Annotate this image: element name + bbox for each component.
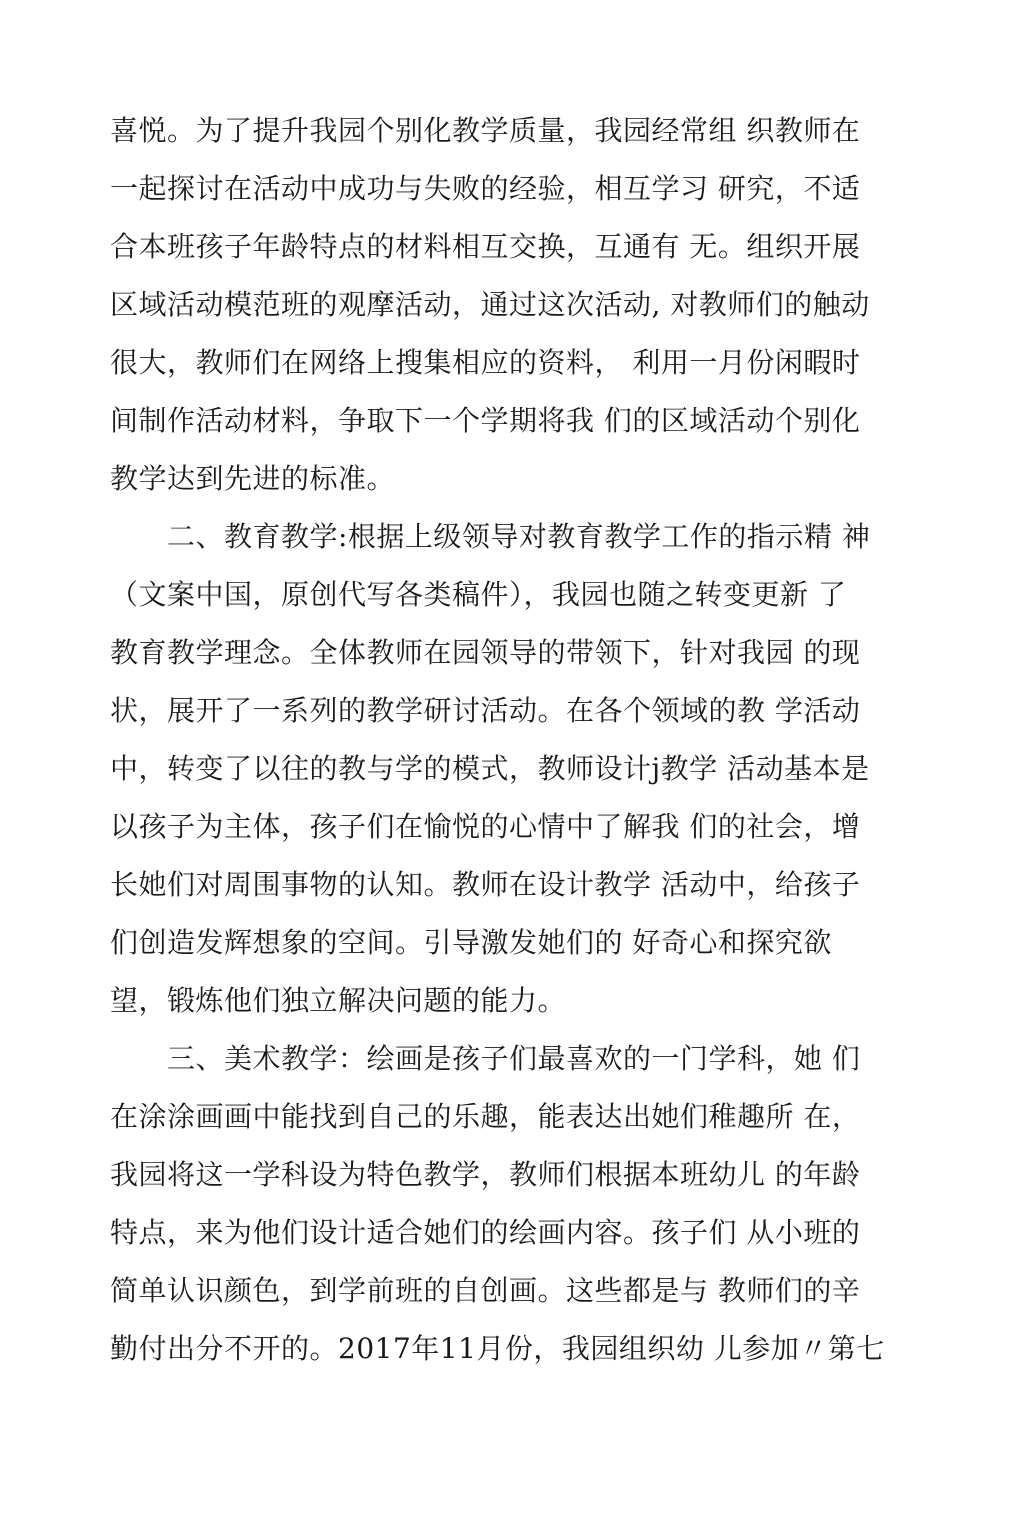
text-line: 望，锻炼他们独立解决问题的能力。 [110, 984, 567, 1017]
section-heading-line: 三、美术教学：绘画是孩子们最喜欢的一门学科，她 们 [110, 1042, 861, 1075]
text-line: 简单认识颜色，到学前班的自创画。这些都是与 教师们的辛 [110, 1274, 861, 1307]
body-text [110, 102, 930, 1378]
text-line: 间制作活动材料，争取下一个学期将我 们的区域活动个别化 [110, 404, 861, 437]
text-line: 合本班孩子年龄特点的材料相互交换，互通有 无。组织开展 [110, 230, 861, 263]
text-line: 状，展开了一系列的教学研讨活动。在各个领域的教 学活动 [110, 694, 861, 727]
text-line: 一起探讨在活动中成功与失败的经验，相互学习 研究，不适 [110, 172, 861, 205]
text-line: 教育教学理念。全体教师在园领导的带领下，针对我园 的现 [110, 636, 861, 669]
text-line: 教学达到先进的标准。 [110, 462, 396, 495]
section-heading-line: 二、教育教学:根据上级领导对教育教学工作的指示精 神 [110, 520, 871, 553]
text-line: 长她们对周围事物的认知。教师在设计教学 活动中，给孩子 [110, 868, 861, 901]
text-line: 很大，教师们在网络上搜集相应的资料， 利用一月份闲暇时 [110, 346, 861, 379]
text-line: 特点，来为他们设计适合她们的绘画内容。孩子们 从小班的 [110, 1216, 861, 1249]
text-line: 勤付出分不开的。2017年11月份，我园组织幼 儿参加〃第七 [110, 1332, 885, 1365]
text-line: 我园将这一学科设为特色教学，教师们根据本班幼儿 的年龄 [110, 1158, 861, 1191]
text-line: 喜悦。为了提升我园个别化教学质量，我园经常组 织教师在 [110, 114, 861, 147]
text-line: 中，转变了以往的教与学的模式，教师设计j教学 活动基本是 [110, 752, 870, 785]
text-line: 以孩子为主体，孩子们在愉悦的心情中了解我 们的社会，增 [110, 810, 861, 843]
text-line: 区域活动模范班的观摩活动，通过这次活动, 对教师们的触动 [110, 288, 870, 321]
text-line: 们创造发辉想象的空间。引导激发她们的 好奇心和探究欲 [110, 926, 832, 959]
text-line: 在涂涂画画中能找到自己的乐趣，能表达出她们稚趣所 在， [110, 1100, 861, 1133]
text-line: （文案中国，原创代写各类稿件），我园也随之转变更新 了 [110, 578, 847, 611]
